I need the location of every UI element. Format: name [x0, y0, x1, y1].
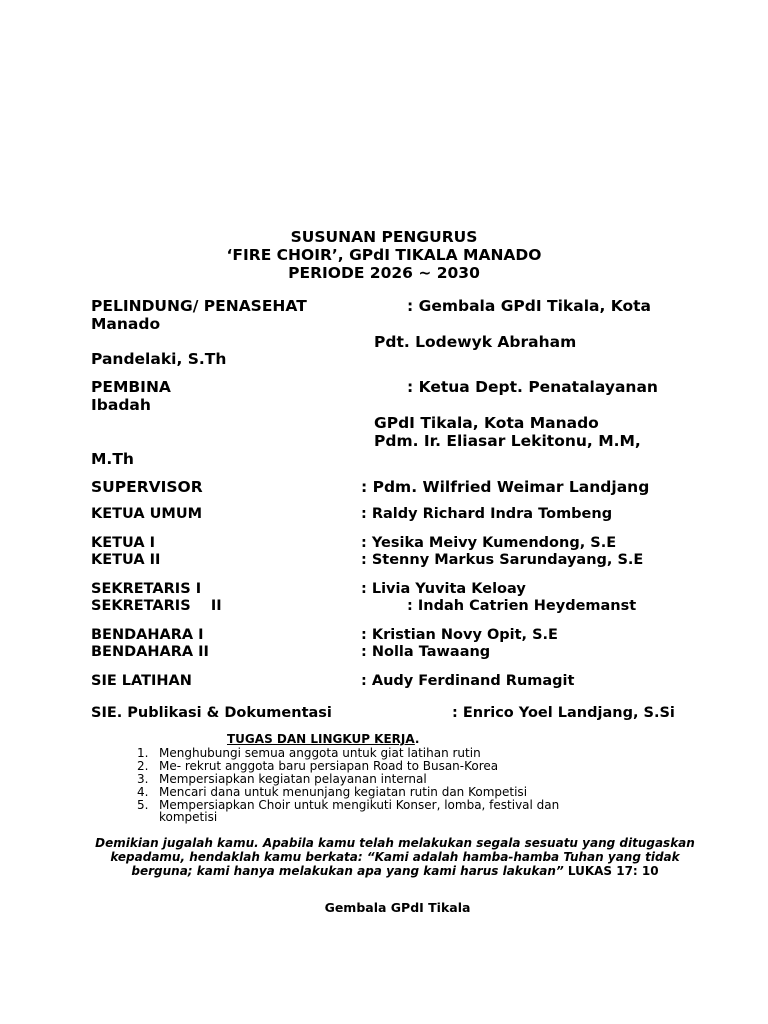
sekretaris-2-label: SEKRETARIS II [91, 598, 222, 614]
tugas-item-5-wrap: kompetisi [159, 810, 218, 824]
tugas-number-1: 1. [137, 746, 149, 760]
ketua-umum-value: : Raldy Richard Indra Tombeng [361, 506, 613, 522]
tugas-item-2: Me- rekrut anggota baru persiapan Road to Busan-Korea [159, 759, 499, 773]
pembina-label: PEMBINA [91, 378, 171, 396]
title-line-3: PERIODE 2026 ~ 2030 [288, 264, 480, 282]
tugas-number-4: 4. [137, 785, 149, 799]
bendahara-1-label: BENDAHARA I [91, 627, 204, 643]
tugas-item-5: Mempersiapkan Choir untuk mengikuti Konser, lomba, festival dan [159, 798, 560, 812]
sekretaris-2-value: : Indah Catrien Heydemanst [407, 598, 637, 614]
bendahara-2-label: BENDAHARA II [91, 644, 209, 660]
tugas-number-3: 3. [137, 772, 149, 786]
ketua-1-value: : Yesika Meivy Kumendong, S.E [361, 535, 617, 551]
sie-latihan-value: : Audy Ferdinand Rumagit [361, 673, 575, 689]
pembina-value-2: GPdI Tikala, Kota Manado [374, 414, 599, 432]
pelindung-wrap-2: Pandelaki, S.Th [91, 350, 227, 368]
ketua-1-label: KETUA I [91, 535, 156, 551]
pelindung-wrap-1: Manado [91, 315, 161, 333]
bendahara-1-value: : Kristian Novy Opit, S.E [361, 627, 558, 643]
pembina-value-1: : Ketua Dept. Penatalayanan [407, 378, 658, 396]
ketua-umum-label: KETUA UMUM [91, 506, 203, 522]
sekretaris-1-label: SEKRETARIS I [91, 581, 202, 597]
tugas-number-2: 2. [137, 759, 149, 773]
pembina-wrap-1: Ibadah [91, 396, 151, 414]
sie-publikasi-label: SIE. Publikasi & Dokumentasi [91, 705, 332, 721]
tugas-item-3: Mempersiapkan kegiatan pelayanan internal [159, 772, 427, 786]
sie-latihan-label: SIE LATIHAN [91, 673, 192, 689]
supervisor-value: : Pdm. Wilfried Weimar Landjang [361, 478, 650, 496]
pembina-wrap-3: M.Th [91, 450, 134, 468]
closing-reference: LUKAS 17: 10 [563, 864, 659, 878]
tugas-heading-end: . [414, 732, 420, 746]
closing-quote-text: Demikian jugalah kamu. Apabila kamu telah melakukan segala sesuatu yang ditugaskan kepadamu, hendaklah kamu berkata: “Kami adalah hamba-hamba Tuhan yang tidak berguna; kami hanya melakukan apa yang kami harus lakukan” [95, 836, 695, 878]
pelindung-value-1: : Gembala GPdI Tikala, Kota [407, 297, 652, 315]
signature: Gembala GPdI Tikala [324, 900, 471, 915]
tugas-number-5: 5. [137, 798, 149, 812]
sie-publikasi-value: : Enrico Yoel Landjang, S.Si [452, 705, 675, 721]
title-line-2: ‘FIRE CHOIR’, GPdI TIKALA MANADO [226, 246, 542, 264]
tugas-item-4: Mencari dana untuk menunjang kegiatan rutin dan Kompetisi [159, 785, 528, 799]
pembina-value-3: Pdm. Ir. Eliasar Lekitonu, M.M, [374, 432, 641, 450]
tugas-item-1: Menghubungi semua anggota untuk giat latihan rutin [159, 746, 481, 760]
ketua-2-label: KETUA II [91, 552, 161, 568]
closing-quote [90, 836, 700, 878]
bendahara-2-value: : Nolla Tawaang [361, 644, 491, 660]
tugas-heading-text: TUGAS DAN LINGKUP KERJA [227, 732, 415, 746]
pelindung-value-2: Pdt. Lodewyk Abraham [374, 333, 577, 351]
pelindung-label: PELINDUNG/ PENASEHAT [91, 297, 307, 315]
tugas-heading [227, 733, 419, 746]
ketua-2-value: : Stenny Markus Sarundayang, S.E [361, 552, 644, 568]
supervisor-label: SUPERVISOR [91, 478, 203, 496]
sekretaris-1-value: : Livia Yuvita Keloay [361, 581, 526, 597]
title-line-1: SUSUNAN PENGURUS [290, 228, 478, 246]
